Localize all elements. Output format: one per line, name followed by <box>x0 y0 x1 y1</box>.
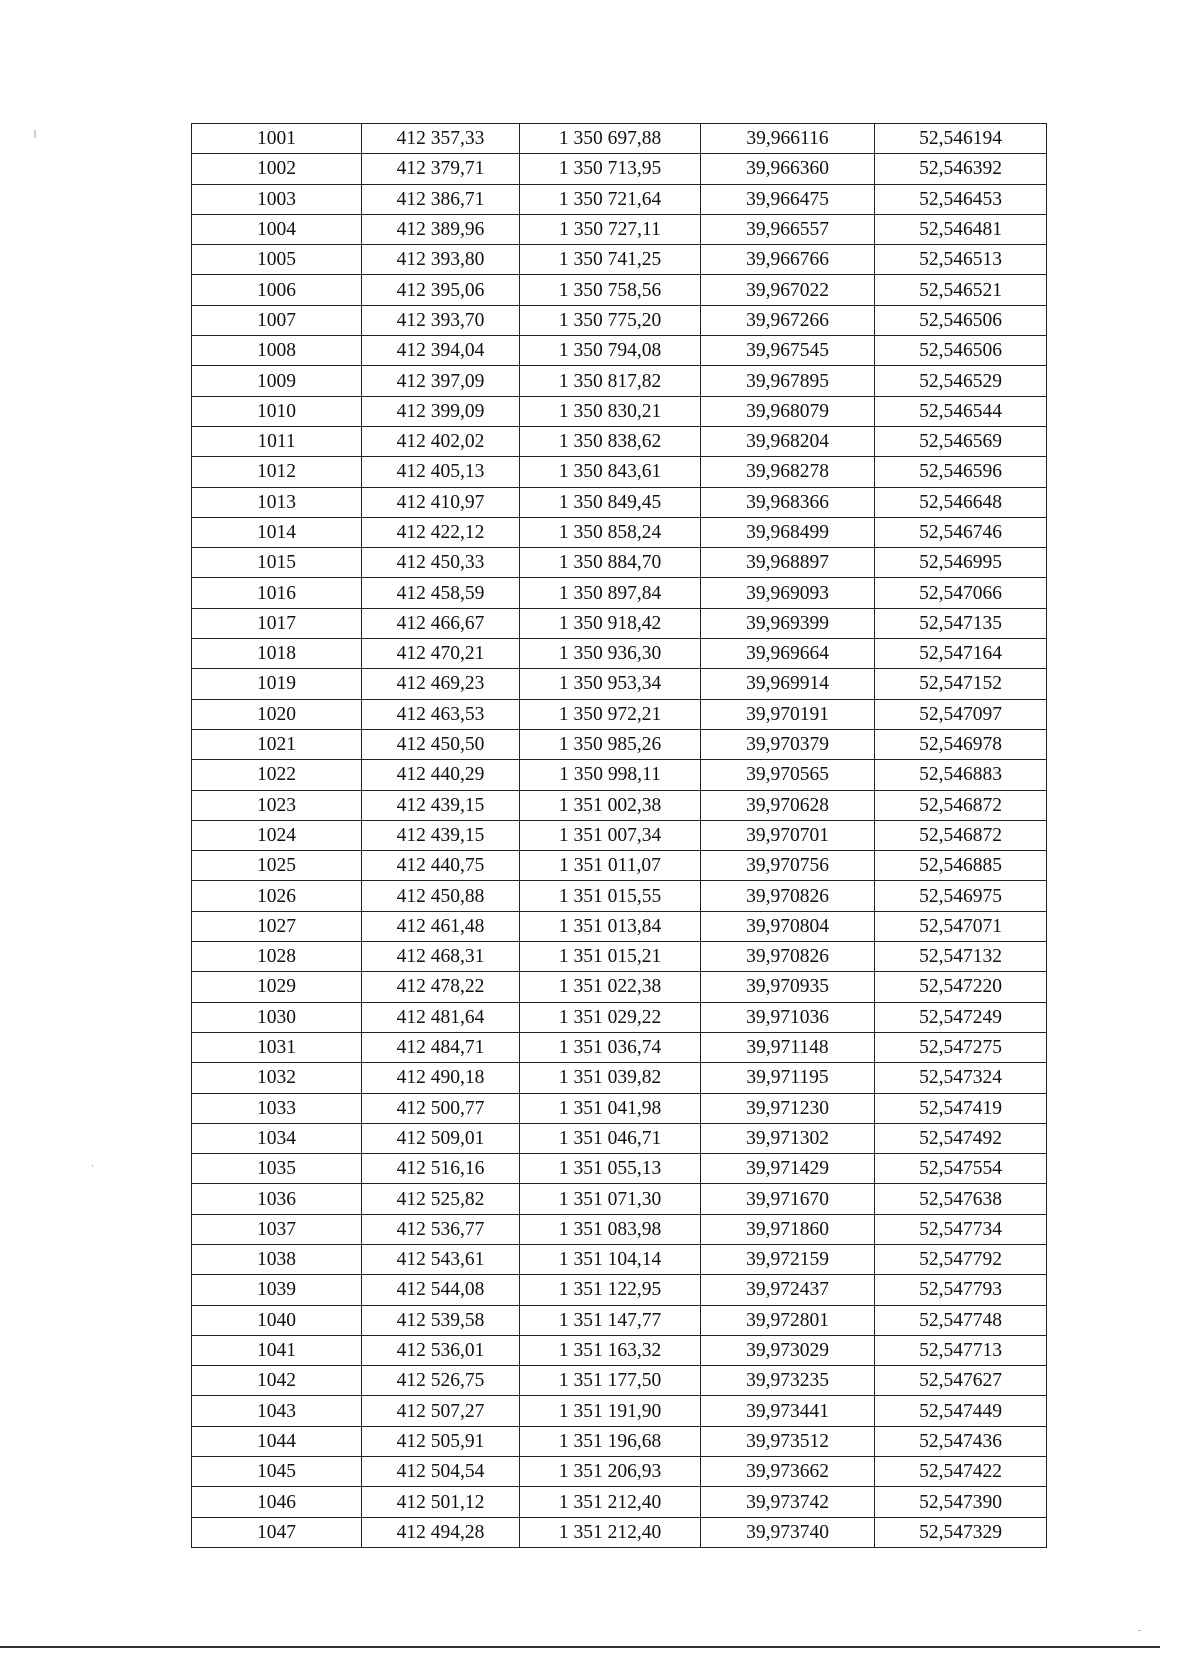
point-number-cell: 1043 <box>192 1396 362 1426</box>
longitude-cell: 39,966475 <box>701 184 875 214</box>
x-coordinate-cell: 412 526,75 <box>362 1366 520 1396</box>
latitude-cell: 52,547071 <box>875 911 1047 941</box>
longitude-cell: 39,968897 <box>701 548 875 578</box>
scan-speck <box>34 130 36 138</box>
table-row <box>192 1366 1047 1396</box>
x-coordinate-cell: 412 379,71 <box>362 154 520 184</box>
x-coordinate-cell: 412 439,15 <box>362 790 520 820</box>
table-row <box>192 608 1047 638</box>
y-coordinate-cell: 1 350 741,25 <box>520 245 701 275</box>
x-coordinate-cell: 412 509,01 <box>362 1123 520 1153</box>
x-coordinate-cell: 412 470,21 <box>362 639 520 669</box>
y-coordinate-cell: 1 350 884,70 <box>520 548 701 578</box>
point-number-cell: 1002 <box>192 154 362 184</box>
latitude-cell: 52,546978 <box>875 729 1047 759</box>
longitude-cell: 39,966557 <box>701 214 875 244</box>
y-coordinate-cell: 1 350 794,08 <box>520 336 701 366</box>
x-coordinate-cell: 412 422,12 <box>362 517 520 547</box>
longitude-cell: 39,973742 <box>701 1487 875 1517</box>
latitude-cell: 52,547554 <box>875 1154 1047 1184</box>
y-coordinate-cell: 1 351 163,32 <box>520 1335 701 1365</box>
y-coordinate-cell: 1 351 036,74 <box>520 1032 701 1062</box>
y-coordinate-cell: 1 350 985,26 <box>520 729 701 759</box>
table-row <box>192 1487 1047 1517</box>
latitude-cell: 52,547135 <box>875 608 1047 638</box>
y-coordinate-cell: 1 351 007,34 <box>520 820 701 850</box>
table-row <box>192 487 1047 517</box>
point-number-cell: 1045 <box>192 1457 362 1487</box>
table-row <box>192 790 1047 820</box>
y-coordinate-cell: 1 351 177,50 <box>520 1366 701 1396</box>
longitude-cell: 39,968366 <box>701 487 875 517</box>
point-number-cell: 1046 <box>192 1487 362 1517</box>
point-number-cell: 1004 <box>192 214 362 244</box>
table-row <box>192 1396 1047 1426</box>
x-coordinate-cell: 412 478,22 <box>362 972 520 1002</box>
table-row <box>192 426 1047 456</box>
latitude-cell: 52,546883 <box>875 760 1047 790</box>
longitude-cell: 39,966766 <box>701 245 875 275</box>
x-coordinate-cell: 412 405,13 <box>362 457 520 487</box>
point-number-cell: 1018 <box>192 639 362 669</box>
point-number-cell: 1032 <box>192 1063 362 1093</box>
y-coordinate-cell: 1 351 022,38 <box>520 972 701 1002</box>
y-coordinate-cell: 1 351 191,90 <box>520 1396 701 1426</box>
latitude-cell: 52,547793 <box>875 1275 1047 1305</box>
latitude-cell: 52,546596 <box>875 457 1047 487</box>
longitude-cell: 39,971230 <box>701 1093 875 1123</box>
point-number-cell: 1031 <box>192 1032 362 1062</box>
point-number-cell: 1042 <box>192 1366 362 1396</box>
table-row <box>192 305 1047 335</box>
y-coordinate-cell: 1 351 212,40 <box>520 1487 701 1517</box>
point-number-cell: 1025 <box>192 851 362 881</box>
point-number-cell: 1035 <box>192 1154 362 1184</box>
table-row <box>192 972 1047 1002</box>
coordinates-table-body <box>192 124 1047 1548</box>
table-row <box>192 851 1047 881</box>
table-row <box>192 760 1047 790</box>
x-coordinate-cell: 412 393,70 <box>362 305 520 335</box>
x-coordinate-cell: 412 505,91 <box>362 1426 520 1456</box>
latitude-cell: 52,547419 <box>875 1093 1047 1123</box>
longitude-cell: 39,972437 <box>701 1275 875 1305</box>
longitude-cell: 39,972159 <box>701 1244 875 1274</box>
table-row <box>192 124 1047 154</box>
x-coordinate-cell: 412 397,09 <box>362 366 520 396</box>
x-coordinate-cell: 412 440,29 <box>362 760 520 790</box>
latitude-cell: 52,546872 <box>875 790 1047 820</box>
latitude-cell: 52,547220 <box>875 972 1047 1002</box>
y-coordinate-cell: 1 350 918,42 <box>520 608 701 638</box>
point-number-cell: 1030 <box>192 1002 362 1032</box>
y-coordinate-cell: 1 351 196,68 <box>520 1426 701 1456</box>
point-number-cell: 1016 <box>192 578 362 608</box>
point-number-cell: 1023 <box>192 790 362 820</box>
y-coordinate-cell: 1 350 817,82 <box>520 366 701 396</box>
table-row <box>192 1305 1047 1335</box>
latitude-cell: 52,546392 <box>875 154 1047 184</box>
x-coordinate-cell: 412 386,71 <box>362 184 520 214</box>
y-coordinate-cell: 1 351 015,55 <box>520 881 701 911</box>
y-coordinate-cell: 1 350 998,11 <box>520 760 701 790</box>
point-number-cell: 1034 <box>192 1123 362 1153</box>
point-number-cell: 1005 <box>192 245 362 275</box>
x-coordinate-cell: 412 450,88 <box>362 881 520 911</box>
x-coordinate-cell: 412 490,18 <box>362 1063 520 1093</box>
longitude-cell: 39,971429 <box>701 1154 875 1184</box>
table-row <box>192 1063 1047 1093</box>
x-coordinate-cell: 412 536,77 <box>362 1214 520 1244</box>
x-coordinate-cell: 412 543,61 <box>362 1244 520 1274</box>
longitude-cell: 39,966360 <box>701 154 875 184</box>
latitude-cell: 52,546521 <box>875 275 1047 305</box>
latitude-cell: 52,546481 <box>875 214 1047 244</box>
point-number-cell: 1020 <box>192 699 362 729</box>
table-row <box>192 669 1047 699</box>
latitude-cell: 52,547390 <box>875 1487 1047 1517</box>
longitude-cell: 39,968499 <box>701 517 875 547</box>
latitude-cell: 52,547152 <box>875 669 1047 699</box>
table-row <box>192 1244 1047 1274</box>
longitude-cell: 39,970565 <box>701 760 875 790</box>
y-coordinate-cell: 1 351 083,98 <box>520 1214 701 1244</box>
point-number-cell: 1017 <box>192 608 362 638</box>
table-row <box>192 245 1047 275</box>
point-number-cell: 1012 <box>192 457 362 487</box>
x-coordinate-cell: 412 536,01 <box>362 1335 520 1365</box>
point-number-cell: 1001 <box>192 124 362 154</box>
table-row <box>192 184 1047 214</box>
x-coordinate-cell: 412 516,16 <box>362 1154 520 1184</box>
table-row <box>192 517 1047 547</box>
x-coordinate-cell: 412 389,96 <box>362 214 520 244</box>
latitude-cell: 52,546544 <box>875 396 1047 426</box>
longitude-cell: 39,970935 <box>701 972 875 1002</box>
y-coordinate-cell: 1 350 972,21 <box>520 699 701 729</box>
latitude-cell: 52,547164 <box>875 639 1047 669</box>
longitude-cell: 39,973235 <box>701 1366 875 1396</box>
latitude-cell: 52,547449 <box>875 1396 1047 1426</box>
point-number-cell: 1008 <box>192 336 362 366</box>
x-coordinate-cell: 412 481,64 <box>362 1002 520 1032</box>
latitude-cell: 52,546746 <box>875 517 1047 547</box>
latitude-cell: 52,547249 <box>875 1002 1047 1032</box>
y-coordinate-cell: 1 351 013,84 <box>520 911 701 941</box>
y-coordinate-cell: 1 350 858,24 <box>520 517 701 547</box>
longitude-cell: 39,967022 <box>701 275 875 305</box>
latitude-cell: 52,546194 <box>875 124 1047 154</box>
table-row <box>192 729 1047 759</box>
latitude-cell: 52,547422 <box>875 1457 1047 1487</box>
point-number-cell: 1019 <box>192 669 362 699</box>
latitude-cell: 52,546453 <box>875 184 1047 214</box>
latitude-cell: 52,547097 <box>875 699 1047 729</box>
longitude-cell: 39,969093 <box>701 578 875 608</box>
longitude-cell: 39,968204 <box>701 426 875 456</box>
x-coordinate-cell: 412 466,67 <box>362 608 520 638</box>
y-coordinate-cell: 1 351 046,71 <box>520 1123 701 1153</box>
longitude-cell: 39,970191 <box>701 699 875 729</box>
x-coordinate-cell: 412 539,58 <box>362 1305 520 1335</box>
longitude-cell: 39,971148 <box>701 1032 875 1062</box>
longitude-cell: 39,971302 <box>701 1123 875 1153</box>
point-number-cell: 1047 <box>192 1517 362 1547</box>
table-row <box>192 578 1047 608</box>
x-coordinate-cell: 412 393,80 <box>362 245 520 275</box>
latitude-cell: 52,547436 <box>875 1426 1047 1456</box>
table-row <box>192 1335 1047 1365</box>
longitude-cell: 39,970826 <box>701 881 875 911</box>
point-number-cell: 1003 <box>192 184 362 214</box>
y-coordinate-cell: 1 351 015,21 <box>520 942 701 972</box>
x-coordinate-cell: 412 357,33 <box>362 124 520 154</box>
longitude-cell: 39,969664 <box>701 639 875 669</box>
y-coordinate-cell: 1 350 849,45 <box>520 487 701 517</box>
table-row <box>192 1275 1047 1305</box>
x-coordinate-cell: 412 525,82 <box>362 1184 520 1214</box>
x-coordinate-cell: 412 402,02 <box>362 426 520 456</box>
table-row <box>192 1184 1047 1214</box>
point-number-cell: 1037 <box>192 1214 362 1244</box>
longitude-cell: 39,970804 <box>701 911 875 941</box>
x-coordinate-cell: 412 544,08 <box>362 1275 520 1305</box>
table-row <box>192 548 1047 578</box>
longitude-cell: 39,966116 <box>701 124 875 154</box>
y-coordinate-cell: 1 351 041,98 <box>520 1093 701 1123</box>
latitude-cell: 52,547066 <box>875 578 1047 608</box>
latitude-cell: 52,547324 <box>875 1063 1047 1093</box>
point-number-cell: 1039 <box>192 1275 362 1305</box>
x-coordinate-cell: 412 458,59 <box>362 578 520 608</box>
table-row <box>192 911 1047 941</box>
longitude-cell: 39,970628 <box>701 790 875 820</box>
y-coordinate-cell: 1 351 039,82 <box>520 1063 701 1093</box>
point-number-cell: 1024 <box>192 820 362 850</box>
table-row <box>192 1517 1047 1547</box>
x-coordinate-cell: 412 468,31 <box>362 942 520 972</box>
point-number-cell: 1040 <box>192 1305 362 1335</box>
longitude-cell: 39,973441 <box>701 1396 875 1426</box>
longitude-cell: 39,971860 <box>701 1214 875 1244</box>
y-coordinate-cell: 1 351 011,07 <box>520 851 701 881</box>
latitude-cell: 52,547627 <box>875 1366 1047 1396</box>
latitude-cell: 52,547713 <box>875 1335 1047 1365</box>
longitude-cell: 39,970826 <box>701 942 875 972</box>
longitude-cell: 39,969914 <box>701 669 875 699</box>
longitude-cell: 39,967266 <box>701 305 875 335</box>
x-coordinate-cell: 412 469,23 <box>362 669 520 699</box>
y-coordinate-cell: 1 351 071,30 <box>520 1184 701 1214</box>
longitude-cell: 39,973029 <box>701 1335 875 1365</box>
x-coordinate-cell: 412 395,06 <box>362 275 520 305</box>
longitude-cell: 39,973740 <box>701 1517 875 1547</box>
x-coordinate-cell: 412 399,09 <box>362 396 520 426</box>
latitude-cell: 52,546569 <box>875 426 1047 456</box>
point-number-cell: 1038 <box>192 1244 362 1274</box>
y-coordinate-cell: 1 350 713,95 <box>520 154 701 184</box>
table-row <box>192 820 1047 850</box>
latitude-cell: 52,546513 <box>875 245 1047 275</box>
latitude-cell: 52,546529 <box>875 366 1047 396</box>
point-number-cell: 1014 <box>192 517 362 547</box>
y-coordinate-cell: 1 351 147,77 <box>520 1305 701 1335</box>
latitude-cell: 52,547492 <box>875 1123 1047 1153</box>
x-coordinate-cell: 412 500,77 <box>362 1093 520 1123</box>
latitude-cell: 52,546885 <box>875 851 1047 881</box>
point-number-cell: 1011 <box>192 426 362 456</box>
y-coordinate-cell: 1 351 002,38 <box>520 790 701 820</box>
x-coordinate-cell: 412 494,28 <box>362 1517 520 1547</box>
point-number-cell: 1041 <box>192 1335 362 1365</box>
x-coordinate-cell: 412 463,53 <box>362 699 520 729</box>
coordinates-table <box>191 123 1047 1548</box>
y-coordinate-cell: 1 351 055,13 <box>520 1154 701 1184</box>
scan-speck <box>1138 1630 1141 1631</box>
table-row <box>192 214 1047 244</box>
table-row <box>192 366 1047 396</box>
x-coordinate-cell: 412 394,04 <box>362 336 520 366</box>
bottom-rule <box>0 1646 1160 1648</box>
latitude-cell: 52,546506 <box>875 305 1047 335</box>
latitude-cell: 52,547329 <box>875 1517 1047 1547</box>
y-coordinate-cell: 1 350 843,61 <box>520 457 701 487</box>
longitude-cell: 39,970379 <box>701 729 875 759</box>
latitude-cell: 52,547638 <box>875 1184 1047 1214</box>
y-coordinate-cell: 1 351 212,40 <box>520 1517 701 1547</box>
longitude-cell: 39,970701 <box>701 820 875 850</box>
y-coordinate-cell: 1 350 775,20 <box>520 305 701 335</box>
y-coordinate-cell: 1 351 029,22 <box>520 1002 701 1032</box>
longitude-cell: 39,968278 <box>701 457 875 487</box>
y-coordinate-cell: 1 350 830,21 <box>520 396 701 426</box>
table-row <box>192 154 1047 184</box>
longitude-cell: 39,971670 <box>701 1184 875 1214</box>
latitude-cell: 52,547275 <box>875 1032 1047 1062</box>
latitude-cell: 52,546995 <box>875 548 1047 578</box>
table-row <box>192 1123 1047 1153</box>
y-coordinate-cell: 1 350 936,30 <box>520 639 701 669</box>
table-row <box>192 1002 1047 1032</box>
latitude-cell: 52,546872 <box>875 820 1047 850</box>
point-number-cell: 1013 <box>192 487 362 517</box>
y-coordinate-cell: 1 351 122,95 <box>520 1275 701 1305</box>
point-number-cell: 1027 <box>192 911 362 941</box>
x-coordinate-cell: 412 440,75 <box>362 851 520 881</box>
y-coordinate-cell: 1 350 697,88 <box>520 124 701 154</box>
x-coordinate-cell: 412 501,12 <box>362 1487 520 1517</box>
longitude-cell: 39,972801 <box>701 1305 875 1335</box>
latitude-cell: 52,547792 <box>875 1244 1047 1274</box>
latitude-cell: 52,547748 <box>875 1305 1047 1335</box>
table-row <box>192 1457 1047 1487</box>
table-row <box>192 1214 1047 1244</box>
x-coordinate-cell: 412 461,48 <box>362 911 520 941</box>
point-number-cell: 1021 <box>192 729 362 759</box>
point-number-cell: 1026 <box>192 881 362 911</box>
table-row <box>192 457 1047 487</box>
point-number-cell: 1044 <box>192 1426 362 1456</box>
longitude-cell: 39,971195 <box>701 1063 875 1093</box>
y-coordinate-cell: 1 350 758,56 <box>520 275 701 305</box>
table-row <box>192 881 1047 911</box>
x-coordinate-cell: 412 504,54 <box>362 1457 520 1487</box>
table-row <box>192 275 1047 305</box>
point-number-cell: 1022 <box>192 760 362 790</box>
y-coordinate-cell: 1 350 897,84 <box>520 578 701 608</box>
table-row <box>192 699 1047 729</box>
longitude-cell: 39,969399 <box>701 608 875 638</box>
x-coordinate-cell: 412 450,33 <box>362 548 520 578</box>
longitude-cell: 39,973662 <box>701 1457 875 1487</box>
x-coordinate-cell: 412 507,27 <box>362 1396 520 1426</box>
x-coordinate-cell: 412 410,97 <box>362 487 520 517</box>
latitude-cell: 52,547132 <box>875 942 1047 972</box>
point-number-cell: 1029 <box>192 972 362 1002</box>
x-coordinate-cell: 412 450,50 <box>362 729 520 759</box>
point-number-cell: 1007 <box>192 305 362 335</box>
table-row <box>192 1032 1047 1062</box>
y-coordinate-cell: 1 350 838,62 <box>520 426 701 456</box>
latitude-cell: 52,546506 <box>875 336 1047 366</box>
y-coordinate-cell: 1 350 727,11 <box>520 214 701 244</box>
latitude-cell: 52,546975 <box>875 881 1047 911</box>
x-coordinate-cell: 412 484,71 <box>362 1032 520 1062</box>
scan-speck <box>92 1165 93 1167</box>
point-number-cell: 1036 <box>192 1184 362 1214</box>
longitude-cell: 39,971036 <box>701 1002 875 1032</box>
longitude-cell: 39,970756 <box>701 851 875 881</box>
point-number-cell: 1010 <box>192 396 362 426</box>
longitude-cell: 39,967895 <box>701 366 875 396</box>
point-number-cell: 1015 <box>192 548 362 578</box>
y-coordinate-cell: 1 350 721,64 <box>520 184 701 214</box>
table-row <box>192 639 1047 669</box>
point-number-cell: 1006 <box>192 275 362 305</box>
y-coordinate-cell: 1 351 104,14 <box>520 1244 701 1274</box>
y-coordinate-cell: 1 351 206,93 <box>520 1457 701 1487</box>
table-row <box>192 942 1047 972</box>
table-row <box>192 1426 1047 1456</box>
latitude-cell: 52,547734 <box>875 1214 1047 1244</box>
table-row <box>192 1093 1047 1123</box>
longitude-cell: 39,968079 <box>701 396 875 426</box>
point-number-cell: 1033 <box>192 1093 362 1123</box>
x-coordinate-cell: 412 439,15 <box>362 820 520 850</box>
longitude-cell: 39,973512 <box>701 1426 875 1456</box>
table-row <box>192 1154 1047 1184</box>
point-number-cell: 1009 <box>192 366 362 396</box>
point-number-cell: 1028 <box>192 942 362 972</box>
table-row <box>192 396 1047 426</box>
y-coordinate-cell: 1 350 953,34 <box>520 669 701 699</box>
longitude-cell: 39,967545 <box>701 336 875 366</box>
table-row <box>192 336 1047 366</box>
latitude-cell: 52,546648 <box>875 487 1047 517</box>
